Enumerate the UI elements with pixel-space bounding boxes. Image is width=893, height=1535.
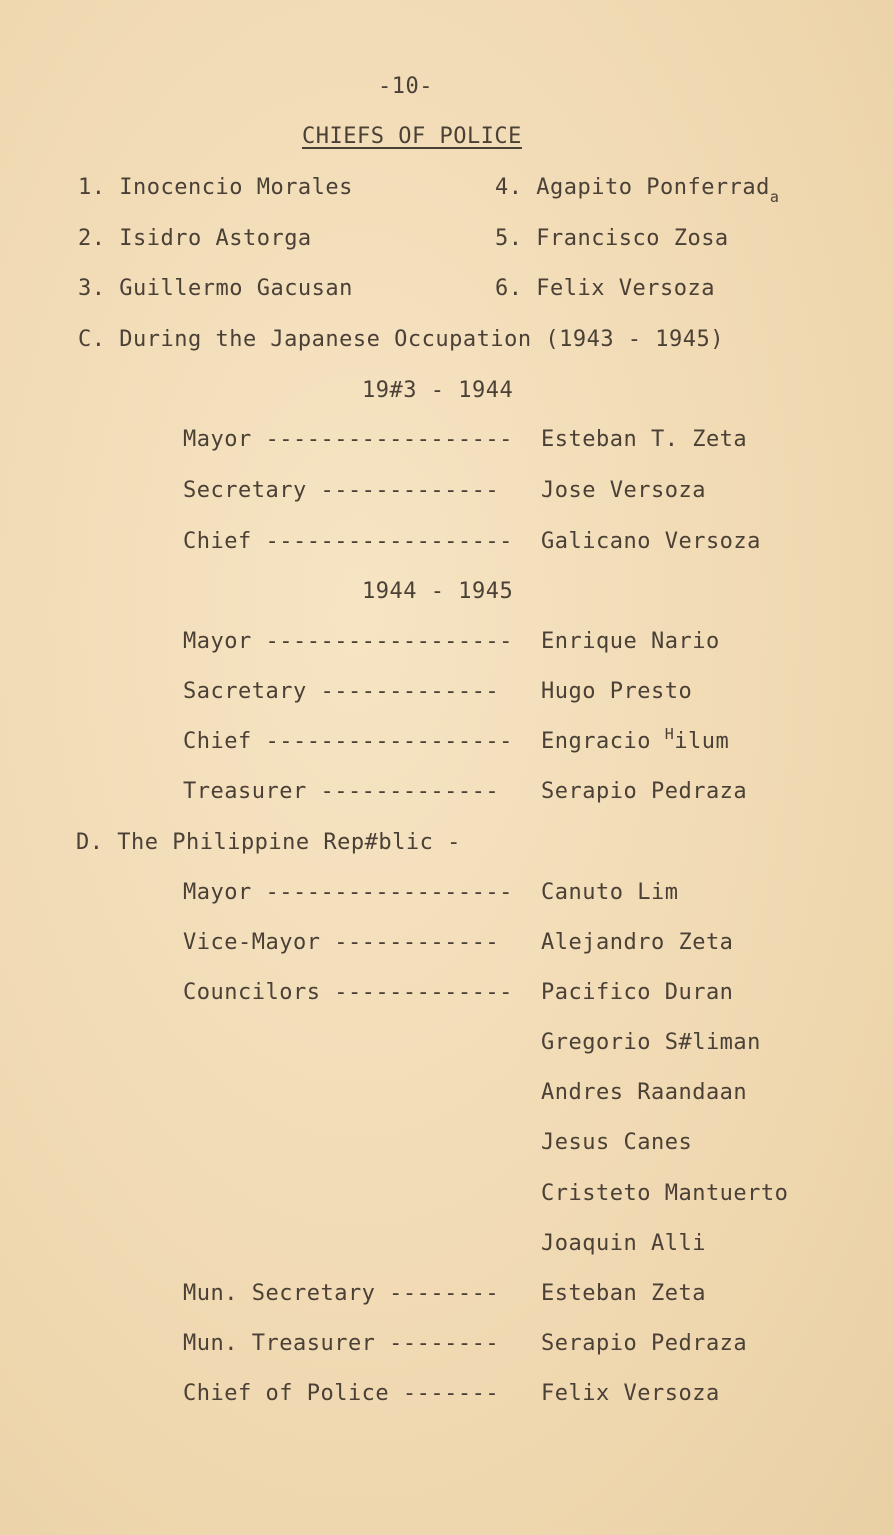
d-name-councilor-3: Andres Raandaan <box>541 1080 748 1105</box>
period1-name-mayor: Esteban T. Zeta <box>541 427 748 452</box>
period1-name-chief: Galicano Versoza <box>541 529 761 554</box>
page-number: -10- <box>378 74 433 99</box>
d-row-mun-secretary: Mun. Secretary -------- <box>183 1281 500 1306</box>
period2-name-chief: Engracio $^H$ilum <box>541 725 730 754</box>
d-name-mun-secretary: Esteban Zeta <box>541 1281 706 1306</box>
period1-name-secretary: Jose Versoza <box>541 478 706 503</box>
period2-row-mayor: Mayor ------------------ <box>183 629 513 654</box>
d-name-mun-treasurer: Serapio Pedraza <box>541 1331 748 1356</box>
d-name-councilor-1: Pacifico Duran <box>541 980 734 1005</box>
d-row-councilors: Councilors ------------- <box>183 980 513 1005</box>
section-title: CHIEFS OF POLICE <box>302 124 522 149</box>
d-name-chief-police: Felix Versoza <box>541 1381 720 1406</box>
period2-row-chief: Chief ------------------ <box>183 729 513 754</box>
period2-row-secretary: Sacretary ------------- <box>183 679 500 704</box>
period1-row-mayor: Mayor ------------------ <box>183 427 513 452</box>
chief-4: 4. Agapito Ponferrad$_a$ <box>495 175 780 206</box>
period2-name-secretary: Hugo Presto <box>541 679 693 704</box>
chief-2: 2. Isidro Astorga <box>78 226 312 251</box>
period2-name-treasurer: Serapio Pedraza <box>541 779 748 804</box>
d-name-councilor-6: Joaquin Alli <box>541 1231 706 1256</box>
period2-name-mayor: Enrique Nario <box>541 629 720 654</box>
period1-row-chief: Chief ------------------ <box>183 529 513 554</box>
chief-3: 3. Guillermo Gacusan <box>78 276 353 301</box>
d-row-vice-mayor: Vice-Mayor ------------ <box>183 930 500 955</box>
period-1943-label: 19#3 - 1944 <box>362 378 514 403</box>
chief-1: 1. Inocencio Morales <box>78 175 353 200</box>
chief-6: 6. Felix Versoza <box>495 276 715 301</box>
d-name-vice-mayor: Alejandro Zeta <box>541 930 734 955</box>
d-row-chief-police: Chief of Police ------- <box>183 1381 500 1406</box>
d-name-councilor-4: Jesus Canes <box>541 1130 693 1155</box>
d-row-mayor: Mayor ------------------ <box>183 880 513 905</box>
d-name-mayor: Canuto Lim <box>541 880 679 905</box>
chief-5: 5. Francisco Zosa <box>495 226 729 251</box>
d-name-councilor-2: Gregorio S#liman <box>541 1030 761 1055</box>
period-1944-label: 1944 - 1945 <box>362 579 514 604</box>
section-d-heading: D. The Philippine Rep#blic - <box>76 830 461 855</box>
period1-row-secretary: Secretary ------------- <box>183 478 500 503</box>
d-row-mun-treasurer: Mun. Treasurer -------- <box>183 1331 500 1356</box>
section-c-heading: C. During the Japanese Occupation (1943 - 1945) <box>78 327 725 352</box>
d-name-councilor-5: Cristeto Mantuerto <box>541 1181 789 1206</box>
period2-row-treasurer: Treasurer ------------- <box>183 779 500 804</box>
